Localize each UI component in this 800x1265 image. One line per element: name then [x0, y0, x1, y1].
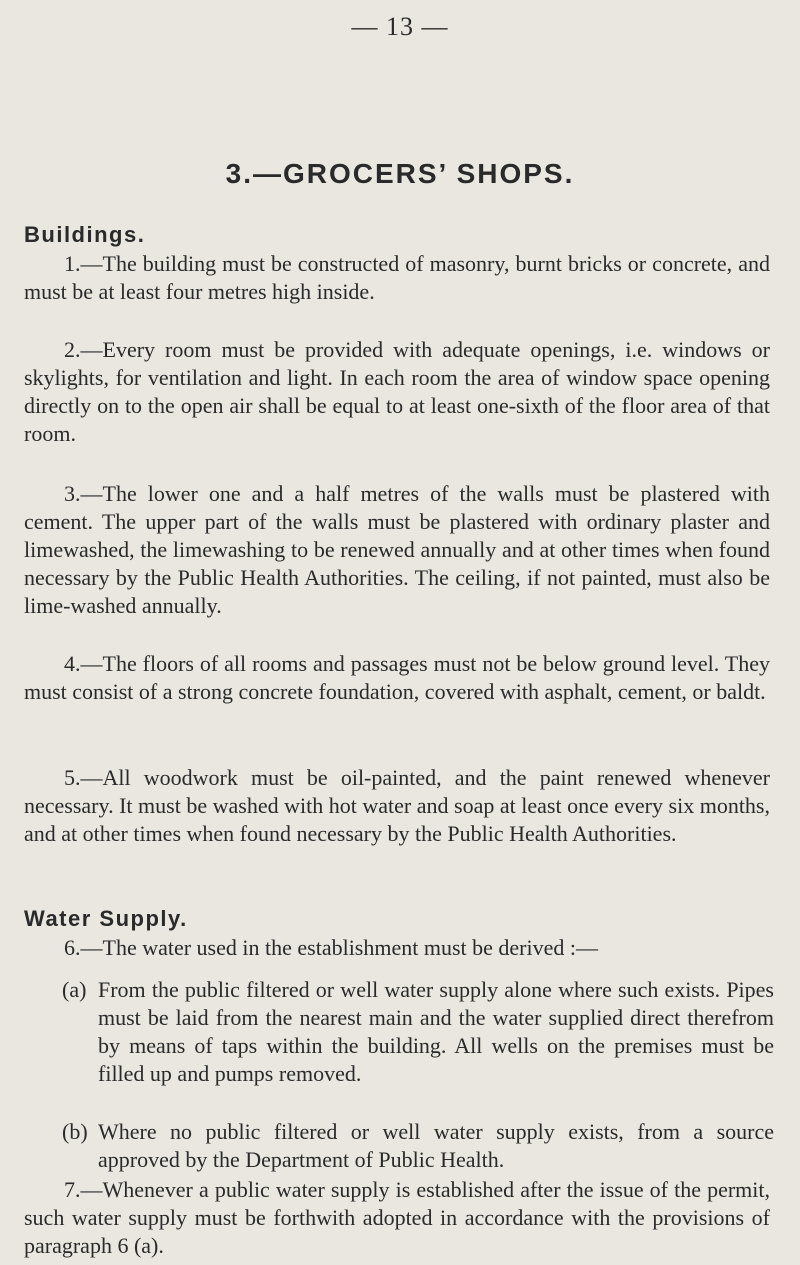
subparagraph-a	[62, 976, 774, 1088]
section-title: 3.—GROCERS’ SHOPS.	[225, 158, 575, 189]
paragraph-4-text: 4.—The floors of all rooms and passages must not be below ground level. They must consist of a strong concrete foundation, covered with asphalt, cement, or baldt.	[24, 651, 770, 704]
paragraph-4	[24, 650, 770, 706]
paragraph-2-text: 2.—Every room must be provided with adequate openings, i.e. windows or skylights, for ventilation and light. In each room the area of window space opening directly on to the open air shall be equal to at least one-sixth of the floor area of that room.	[24, 337, 770, 446]
subparagraph-b-label: (b)	[62, 1119, 88, 1144]
page-number: — 13 —	[351, 12, 449, 41]
paragraph-2	[24, 336, 770, 448]
paragraph-1	[24, 250, 770, 306]
paragraph-5	[24, 764, 770, 848]
subparagraph-a-text: From the public filtered or well water supply alone where such exists. Pipes must be laid from the nearest main and the water supplied direct therefrom by means of taps within the building. All wells on the premises must be filled up and pumps removed.	[98, 977, 774, 1086]
subparagraph-b-text: Where no public filtered or well water supply exists, from a source approved by the Department of Public Health.	[98, 1119, 774, 1172]
paragraph-3-text: 3.—The lower one and a half metres of the walls must be plastered with cement. The upper part of the walls must be plastered with ordinary plaster and limewashed, the limewashing to be renewed annually and at other times when found necessary by the Public Health Authorities. The ceiling, if not painted, must also be lime-washed annually.	[24, 481, 770, 618]
subparagraph-a-label: (a)	[62, 977, 87, 1002]
paragraph-6-text: 6.—The water used in the establishment must be derived :—	[64, 935, 598, 960]
heading-buildings: Buildings.	[24, 222, 146, 247]
paragraph-7	[24, 1176, 770, 1260]
heading-water-supply: Water Supply.	[24, 906, 188, 931]
paragraph-1-text: 1.—The building must be constructed of masonry, burnt bricks or concrete, and must be at least four metres high inside.	[24, 251, 770, 304]
subparagraph-b	[62, 1118, 774, 1174]
paragraph-3	[24, 480, 770, 620]
paragraph-5-text: 5.—All woodwork must be oil-painted, and the paint renewed whenever necessary. It must be washed with hot water and soap at least once every six months, and at other times when found necessary by the Public Health Authorities.	[24, 765, 770, 846]
paragraph-7-text: 7.—Whenever a public water supply is established after the issue of the permit, such water supply must be forthwith adopted in accordance with the provisions of paragraph 6 (a).	[24, 1177, 770, 1258]
paragraph-6	[24, 934, 770, 962]
